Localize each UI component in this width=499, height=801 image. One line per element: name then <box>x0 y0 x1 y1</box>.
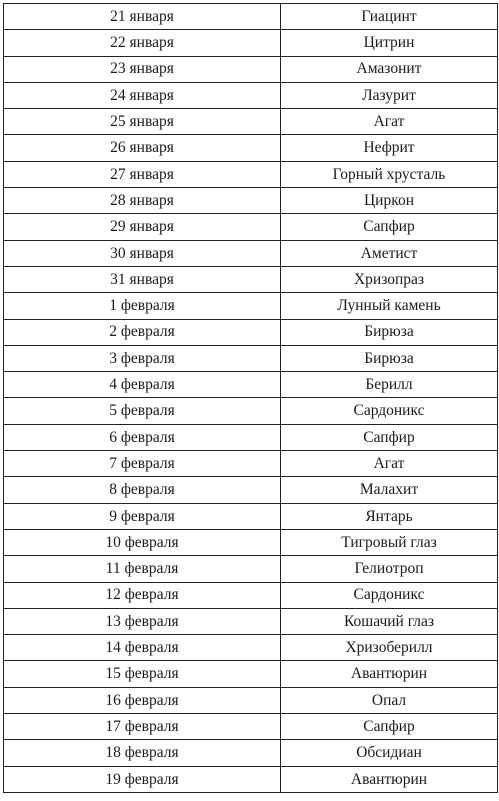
table-row <box>4 661 498 687</box>
stone-cell: Амазонит <box>281 56 498 82</box>
table-row <box>4 4 498 30</box>
stone-cell: Обсидиан <box>281 740 498 766</box>
date-cell: 12 февраля <box>4 582 281 608</box>
stone-cell: Малахит <box>281 477 498 503</box>
document-page <box>3 3 497 793</box>
date-cell: 4 февраля <box>4 372 281 398</box>
stone-cell: Нефрит <box>281 135 498 161</box>
table-row <box>4 740 498 766</box>
date-cell: 29 января <box>4 214 281 240</box>
stone-cell: Бирюза <box>281 345 498 371</box>
table-row <box>4 82 498 108</box>
stone-cell: Янтарь <box>281 503 498 529</box>
stone-cell: Сапфир <box>281 424 498 450</box>
table-row <box>4 556 498 582</box>
date-cell: 31 января <box>4 266 281 292</box>
stone-cell: Цитрин <box>281 30 498 56</box>
stone-cell: Сапфир <box>281 714 498 740</box>
date-cell: 23 января <box>4 56 281 82</box>
table-row <box>4 608 498 634</box>
table-row <box>4 582 498 608</box>
date-cell: 22 января <box>4 30 281 56</box>
stone-cell: Сапфир <box>281 214 498 240</box>
date-cell: 18 февраля <box>4 740 281 766</box>
stone-cell: Горный хрусталь <box>281 161 498 187</box>
date-cell: 1 февраля <box>4 293 281 319</box>
date-cell: 5 февраля <box>4 398 281 424</box>
table-row <box>4 503 498 529</box>
table-row <box>4 635 498 661</box>
stone-cell: Опал <box>281 687 498 713</box>
date-cell: 7 февраля <box>4 451 281 477</box>
date-cell: 16 февраля <box>4 687 281 713</box>
stone-cell: Авантюрин <box>281 766 498 792</box>
date-cell: 14 февраля <box>4 635 281 661</box>
date-cell: 3 февраля <box>4 345 281 371</box>
table-row <box>4 109 498 135</box>
table-row <box>4 293 498 319</box>
stone-cell: Аметист <box>281 240 498 266</box>
stone-cell: Хризоберилл <box>281 635 498 661</box>
stone-cell: Сардоникс <box>281 398 498 424</box>
stone-cell: Лазурит <box>281 82 498 108</box>
table-row <box>4 161 498 187</box>
stone-cell: Лунный камень <box>281 293 498 319</box>
date-cell: 30 января <box>4 240 281 266</box>
date-cell: 8 февраля <box>4 477 281 503</box>
date-cell: 24 января <box>4 82 281 108</box>
date-cell: 15 февраля <box>4 661 281 687</box>
date-cell: 21 января <box>4 4 281 30</box>
date-cell: 6 февраля <box>4 424 281 450</box>
date-cell: 9 февраля <box>4 503 281 529</box>
date-cell: 10 февраля <box>4 529 281 555</box>
stone-cell: Агат <box>281 109 498 135</box>
table-row <box>4 345 498 371</box>
table-row <box>4 56 498 82</box>
date-cell: 19 февраля <box>4 766 281 792</box>
table-row <box>4 266 498 292</box>
table-row <box>4 451 498 477</box>
table-row <box>4 135 498 161</box>
birthstone-table <box>3 3 498 793</box>
stone-cell: Гиацинт <box>281 4 498 30</box>
table-row <box>4 477 498 503</box>
date-cell: 2 февраля <box>4 319 281 345</box>
table-row <box>4 766 498 792</box>
table-row <box>4 214 498 240</box>
table-row <box>4 319 498 345</box>
table-row <box>4 714 498 740</box>
stone-cell: Тигровый глаз <box>281 529 498 555</box>
stone-cell: Хризопраз <box>281 266 498 292</box>
table-row <box>4 398 498 424</box>
table-row <box>4 240 498 266</box>
date-cell: 17 февраля <box>4 714 281 740</box>
date-cell: 25 января <box>4 109 281 135</box>
table-row <box>4 687 498 713</box>
date-cell: 11 февраля <box>4 556 281 582</box>
date-cell: 13 февраля <box>4 608 281 634</box>
stone-cell: Авантюрин <box>281 661 498 687</box>
date-cell: 27 января <box>4 161 281 187</box>
date-cell: 26 января <box>4 135 281 161</box>
table-row <box>4 188 498 214</box>
stone-cell: Гелиотроп <box>281 556 498 582</box>
stone-cell: Бирюза <box>281 319 498 345</box>
stone-cell: Берилл <box>281 372 498 398</box>
stone-cell: Сардоникс <box>281 582 498 608</box>
stone-cell: Циркон <box>281 188 498 214</box>
table-row <box>4 424 498 450</box>
stone-cell: Агат <box>281 451 498 477</box>
stone-cell: Кошачий глаз <box>281 608 498 634</box>
table-body <box>4 4 498 793</box>
table-row <box>4 30 498 56</box>
table-row <box>4 372 498 398</box>
date-cell: 28 января <box>4 188 281 214</box>
table-row <box>4 529 498 555</box>
